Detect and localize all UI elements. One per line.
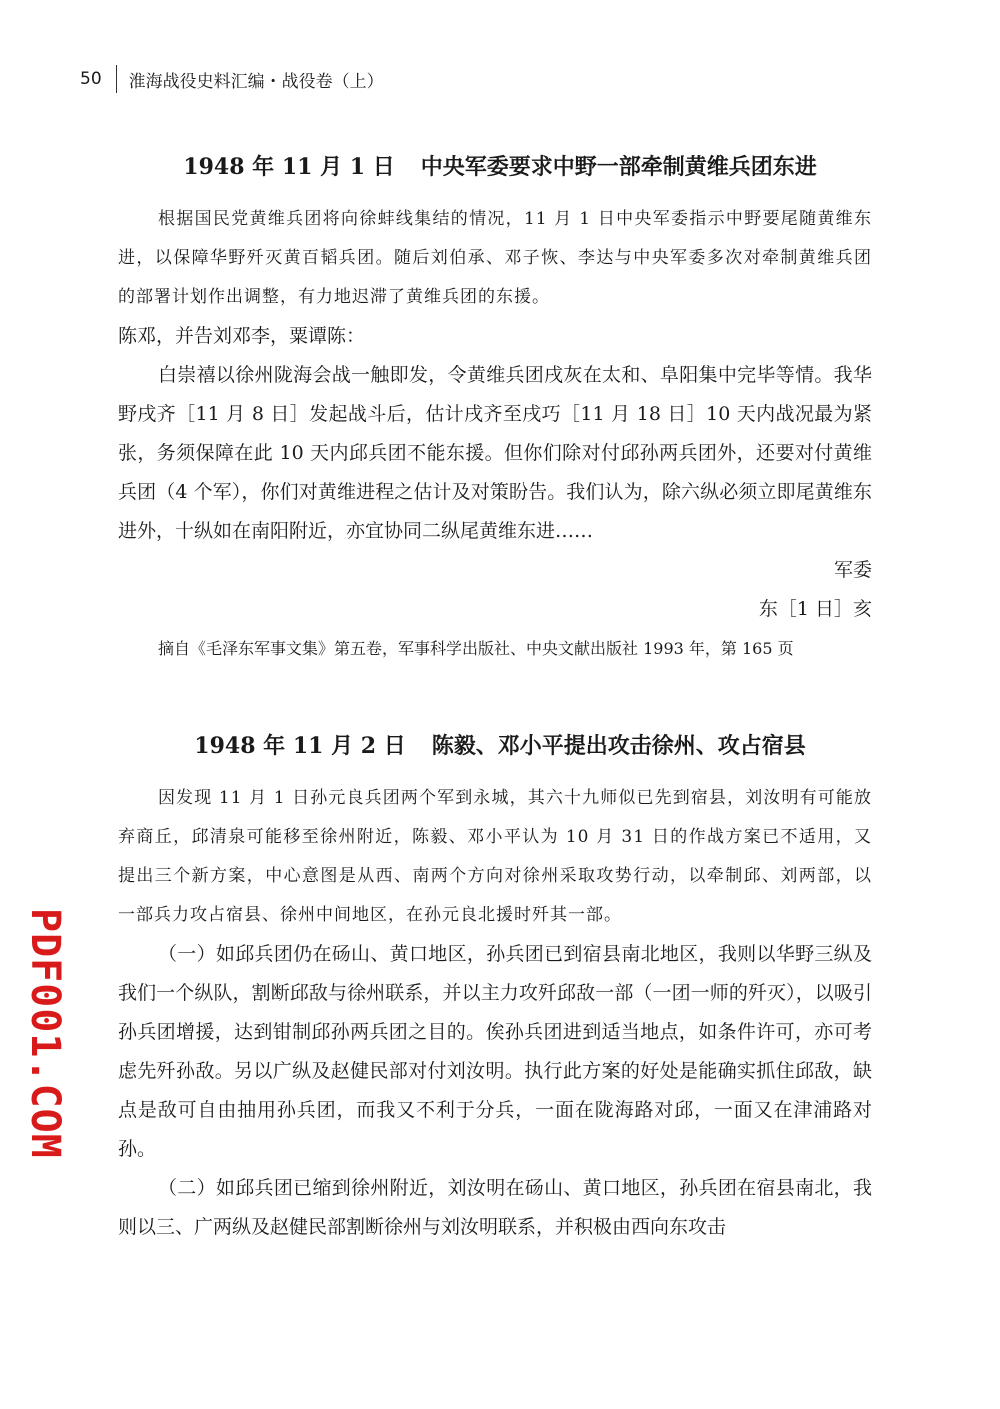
section-2-body (118, 779, 872, 1247)
section-1-signature: 军委 (833, 559, 872, 581)
section-1-source: 摘自《毛泽东军事文集》第五卷，军事科学出版社、中央文献出版社 1993 年，第 165 页 (158, 639, 794, 658)
section-1-title: 中央军委要求中野一部牵制黄维兵团东进 (420, 154, 817, 180)
section-1-telegram: 白崇禧以徐州陇海会战一触即发，令黄维兵团戌灰在太和、阜阳集中完毕等情。我华野戌齐［11 月 8 日］发起战斗后，估计戌齐至戌巧［11 月 18 日］10 天内战况最为紧张，务须保障在此 10 天内邱兵团不能东援。但你们除对付邱孙两兵团外，还要对付黄维兵团（4 个军），你们对黄维进程之估计及对策盼告。我们认为，除六纵必须立即尾黄维东进外，十纵如在南阳附近，亦宜协同二纵尾黄维东进…… (118, 364, 872, 542)
section-2-summary: 因发现 11 月 1 日孙元良兵团两个军到永城，其六十九师似已先到宿县，刘汝明有可能放弃商丘，邱清泉可能移至徐州附近，陈毅、邓小平认为 10 月 31 日的作战方案已不适用，又提出三个新方案，中心意图是从西、南两个方向对徐州采取攻势行动，以牵制邱、刘两部，以一部兵力攻占宿县、徐州中间地区，在孙元良北援时歼其一部。 (118, 788, 872, 925)
header-divider (116, 65, 117, 93)
page-header (80, 64, 384, 94)
section-1-heading (0, 150, 1000, 181)
section-2-heading (0, 729, 1000, 760)
section-2-date: 1948 年 11 月 2 日 (194, 733, 406, 759)
site-watermark: PDF001.COM (22, 908, 68, 1159)
book-title: 淮海战役史料汇编・战役卷（上） (128, 71, 384, 92)
section-1-date: 1948 年 11 月 1 日 (183, 154, 395, 180)
section-1-body (118, 200, 872, 669)
section-2-option-1: （一）如邱兵团仍在砀山、黄口地区，孙兵团已到宿县南北地区，我则以华野三纵及我们一个纵队，割断邱敌与徐州联系，并以主力攻歼邱敌一部（一团一师的歼灭），以吸引孙兵团增援，达到钳制邱孙两兵团之目的。俟孙兵团进到适当地点，如条件许可，亦可考虑先歼孙敌。另以广纵及赵健民部对付刘汝明。执行此方案的好处是能确实抓住邱敌，缺点是敌可自由抽用孙兵团，而我又不利于分兵，一面在陇海路对邱，一面又在津浦路对孙。 (118, 943, 872, 1160)
section-2-option-2: （二）如邱兵团已缩到徐州附近，刘汝明在砀山、黄口地区，孙兵团在宿县南北，我则以三、广两纵及赵健民部割断徐州与刘汝明联系，并积极由西向东攻击 (118, 1177, 872, 1238)
section-1-addressee: 陈邓，并告刘邓李，粟谭陈： (118, 325, 366, 347)
page-number: 50 (80, 69, 102, 89)
section-2-title: 陈毅、邓小平提出攻击徐州、攻占宿县 (431, 733, 806, 759)
section-1-summary: 根据国民党黄维兵团将向徐蚌线集结的情况，11 月 1 日中央军委指示中野要尾随黄维东进，以保障华野歼灭黄百韬兵团。随后刘伯承、邓子恢、李达与中央军委多次对牵制黄维兵团的部署计划作出调整，有力地迟滞了黄维兵团的东援。 (118, 209, 872, 307)
section-1-signature-date: 东［1 日］亥 (758, 598, 872, 620)
